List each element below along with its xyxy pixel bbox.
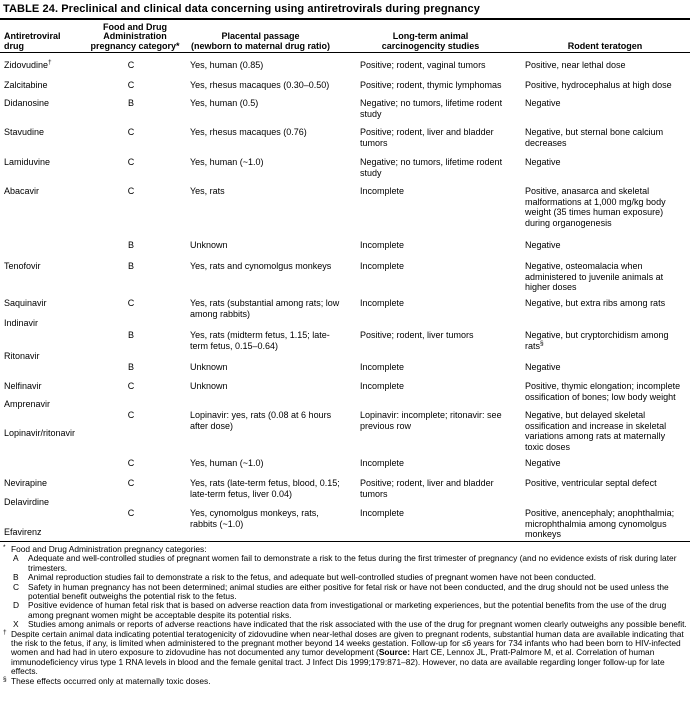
cell-drug: Lopinavir/ritonavir bbox=[4, 428, 76, 438]
cell-drug: Zidovudine† bbox=[4, 59, 52, 70]
footnote-text: Animal reproduction studies fail to demonstrate a risk to the fetus, and adequate but well-controlled studies of pregnant women have not been conducted. bbox=[28, 572, 596, 583]
cell-teratogen: Positive, thymic elongation; incomplete ossification of bones; low body weight bbox=[525, 381, 681, 402]
cell-carcino: Incomplete bbox=[360, 381, 405, 391]
cell-placental: Yes, human (~1.0) bbox=[190, 458, 264, 468]
category-letter: C bbox=[13, 581, 20, 592]
cell-category: C bbox=[127, 157, 135, 167]
cell-category: C bbox=[127, 80, 135, 90]
cell-teratogen: Negative, but delayed skeletal ossification and increase in skeletal variations among rats at maternally toxic doses bbox=[525, 410, 667, 452]
cell-placental: Yes, human (0.5) bbox=[190, 98, 259, 108]
cell-carcino: Incomplete bbox=[360, 298, 405, 308]
dagger-marker: † bbox=[3, 628, 7, 636]
cell-drug: Stavudine bbox=[4, 127, 45, 137]
cell-teratogen: Negative bbox=[525, 157, 561, 167]
header-rule bbox=[0, 52, 690, 53]
category-letter: X bbox=[13, 619, 19, 630]
cell-placental: Yes, rats bbox=[190, 186, 225, 196]
header-line: drug bbox=[4, 40, 24, 51]
cell-teratogen: Negative bbox=[525, 240, 561, 250]
cell-drug: Nevirapine bbox=[4, 478, 48, 488]
cell-carcino: Incomplete bbox=[360, 362, 405, 372]
footnote-category-c bbox=[3, 583, 689, 602]
footnote-text: Safety in human pregnancy has not been determined; animal studies are either positive for fetal risk or have not been conducted, and the drug should not be used unless the potential benefit outweighs the potential risk to the fetus. bbox=[28, 581, 669, 602]
header-line: Administration bbox=[103, 31, 167, 41]
cell-category: C bbox=[127, 458, 135, 468]
footnote-text: Despite certain animal data indicating potential teratogenicity of zidovudine when near-lethal doses are given to pregnant rodents, substantial human data are available indicating that the risk to the fetus, if any, is limited when administered to the pregnant mother beyond 14 weeks gestation. Follow-up for ≤6 years for 734 infants who had been born to HIV-infected women and had had in utero exposure to zidovudine has not documented any tumor development ( bbox=[11, 628, 684, 658]
cell-placental: Unknown bbox=[190, 381, 228, 391]
cell-category: C bbox=[127, 478, 135, 488]
cell-carcino: Incomplete bbox=[360, 186, 405, 196]
footnote-section bbox=[3, 677, 689, 686]
cell-teratogen: Negative bbox=[525, 98, 561, 108]
cell-category: B bbox=[127, 240, 134, 250]
cell-drug: Lamiduvine bbox=[4, 157, 51, 167]
header-line: Long-term animal bbox=[392, 31, 469, 41]
cell-placental: Yes, cynomolgus monkeys, rats, rabbits (~1.0) bbox=[190, 508, 319, 529]
cell-teratogen: Positive, hydrocephalus at high dose bbox=[525, 80, 672, 90]
cell-teratogen: Positive, near lethal dose bbox=[525, 60, 626, 70]
cell-carcino: Incomplete bbox=[360, 458, 405, 468]
cell-placental: Yes, rhesus macaques (0.76) bbox=[190, 127, 307, 137]
header-line: (newborn to maternal drug ratio) bbox=[190, 40, 330, 51]
sup-marker: † bbox=[48, 59, 52, 66]
table-title: TABLE 24. Preclinical and clinical data concerning using antiretrovirals during pregnancy bbox=[3, 3, 480, 15]
cell-drug: Tenofovir bbox=[4, 261, 41, 271]
cell-carcino: Positive; rodent, vaginal tumors bbox=[360, 60, 486, 70]
footnote-text: These effects occurred only at maternally toxic doses. bbox=[11, 675, 211, 686]
section-marker: § bbox=[3, 675, 7, 683]
cell-category: C bbox=[127, 381, 135, 391]
cell-drug: Abacavir bbox=[4, 186, 40, 196]
header-line: pregnancy category* bbox=[90, 40, 180, 51]
cell-teratogen: Negative, osteomalacia when administered to juvenile animals at higher doses bbox=[525, 261, 664, 292]
table-bottom-rule bbox=[0, 541, 690, 542]
cell-category: C bbox=[127, 60, 135, 70]
footnote-text: Food and Drug Administration pregnancy categories: bbox=[11, 544, 207, 554]
header-line: Rodent teratogen bbox=[567, 40, 643, 51]
asterisk-marker: * bbox=[3, 544, 6, 551]
column-header-category bbox=[75, 21, 195, 51]
cell-drug: Delavirdine bbox=[4, 497, 50, 507]
cell-carcino: Negative; no tumors, lifetime rodent study bbox=[360, 157, 503, 178]
cell-teratogen: Negative, but cryptorchidism among rats§ bbox=[525, 330, 669, 351]
cell-placental: Yes, human (~1.0) bbox=[190, 157, 264, 167]
cell-drug: Nelfinavir bbox=[4, 381, 42, 391]
cell-carcino: Incomplete bbox=[360, 508, 405, 518]
cell-teratogen: Positive, ventricular septal defect bbox=[525, 478, 657, 488]
cell-drug: Amprenavir bbox=[4, 399, 51, 409]
header-line: Antiretroviral bbox=[4, 31, 61, 41]
cell-category: C bbox=[127, 508, 135, 518]
cell-category: C bbox=[127, 186, 135, 196]
cell-category: C bbox=[127, 127, 135, 137]
footnote-text: Studies among animals or reports of adverse reactions have indicated that the risk associated with the use of the drug for pregnant women clearly outweighs any possible benefit. bbox=[28, 619, 687, 630]
cell-drug: Ritonavir bbox=[4, 351, 40, 361]
cell-category: B bbox=[127, 98, 134, 108]
cell-placental: Lopinavir: yes, rats (0.08 at 6 hours after dose) bbox=[190, 410, 332, 431]
cell-teratogen: Negative bbox=[525, 458, 561, 468]
cell-carcino: Negative; no tumors, lifetime rodent study bbox=[360, 98, 503, 119]
footnote-category-a bbox=[3, 554, 689, 573]
header-line: carcinogencity studies bbox=[381, 40, 480, 51]
category-letter: B bbox=[13, 572, 19, 583]
cell-drug: Efavirenz bbox=[4, 527, 42, 537]
cell-drug: Indinavir bbox=[4, 318, 39, 328]
cell-carcino: Positive; rodent, thymic lymphomas bbox=[360, 80, 502, 90]
cell-category: B bbox=[127, 261, 134, 271]
cell-teratogen: Positive, anencephaly; anophthalmia; microphthalmia among cynomolgus monkeys bbox=[525, 508, 675, 539]
cell-placental: Yes, rats and cynomolgus monkeys bbox=[190, 261, 332, 271]
column-header-teratogen bbox=[525, 21, 685, 51]
column-header-placental bbox=[180, 21, 341, 51]
cell-drug: Zalcitabine bbox=[4, 80, 48, 90]
footnote-dagger bbox=[3, 630, 689, 677]
header-line: Food and Drug bbox=[103, 21, 167, 32]
category-letter: D bbox=[13, 600, 20, 611]
cell-placental: Yes, rats (midterm fetus, 1.15; late-term fetus, 0.15–0.64) bbox=[190, 330, 330, 351]
cell-drug: Saquinavir bbox=[4, 298, 47, 308]
cell-teratogen: Negative, but extra ribs among rats bbox=[525, 298, 666, 308]
cell-placental: Yes, rhesus macaques (0.30–0.50) bbox=[190, 80, 330, 90]
cell-placental: Yes, rats (late-term fetus, blood, 0.15; late-term fetus, liver 0.04) bbox=[190, 478, 340, 499]
cell-category: B bbox=[127, 330, 134, 340]
cell-category: B bbox=[127, 362, 134, 372]
footnotes bbox=[3, 545, 689, 686]
cell-carcino: Incomplete bbox=[360, 240, 405, 250]
title-rule bbox=[0, 18, 690, 20]
cell-carcino: Incomplete bbox=[360, 261, 405, 271]
cell-category: C bbox=[127, 298, 135, 308]
cell-placental: Unknown bbox=[190, 240, 228, 250]
cell-teratogen: Negative bbox=[525, 362, 561, 372]
sup-marker: § bbox=[540, 339, 544, 347]
cell-category: C bbox=[127, 410, 135, 420]
cell-placental: Yes, human (0.85) bbox=[190, 60, 264, 70]
cell-carcino: Positive; rodent, liver and bladder tumors bbox=[360, 478, 494, 499]
cell-teratogen: Negative, but sternal bone calcium decreases bbox=[525, 127, 664, 148]
source-label: Source: bbox=[378, 647, 410, 658]
header-line: Placental passage bbox=[221, 31, 300, 41]
footnote-category-d bbox=[3, 601, 689, 620]
footnote-text: Adequate and well-controlled studies of pregnant women fail to demonstrate a risk to the fetus during the first trimester of pregnancy (and no evidence exists of risk during later trimesters. bbox=[28, 553, 677, 573]
column-header-carcinogenicity bbox=[352, 21, 509, 51]
cell-carcino: Positive; rodent, liver and bladder tumors bbox=[360, 127, 494, 148]
cell-teratogen: Positive, anasarca and skeletal malformations at 1,000 mg/kg body weight (35 times human exposure) during organogenesis bbox=[525, 186, 666, 228]
cell-carcino: Lopinavir: incomplete; ritonavir: see previous row bbox=[360, 410, 502, 431]
category-letter: A bbox=[13, 553, 19, 564]
footnote-text: Hart CE, Lennox JL, Pratt-Palmore M, et al. Correlation of human immunodeficiency virus type 1 RNA levels in blood and the female genital tract. J Infect Dis 1999;179:871–82). However, no data are available regarding longer follow-up for late effects. bbox=[11, 647, 665, 677]
footnote-text: Positive evidence of human fetal risk that is based on adverse reaction data from investigational or marketing experiences, but the potential benefits from the use of the drug among pregnant women might be acceptable despite its potential risks. bbox=[28, 600, 667, 620]
cell-drug: Didanosine bbox=[4, 98, 50, 108]
cell-carcino: Positive; rodent, liver tumors bbox=[360, 330, 474, 340]
cell-placental: Unknown bbox=[190, 362, 228, 372]
cell-placental: Yes, rats (substantial among rats; low among rabbits) bbox=[190, 298, 340, 319]
